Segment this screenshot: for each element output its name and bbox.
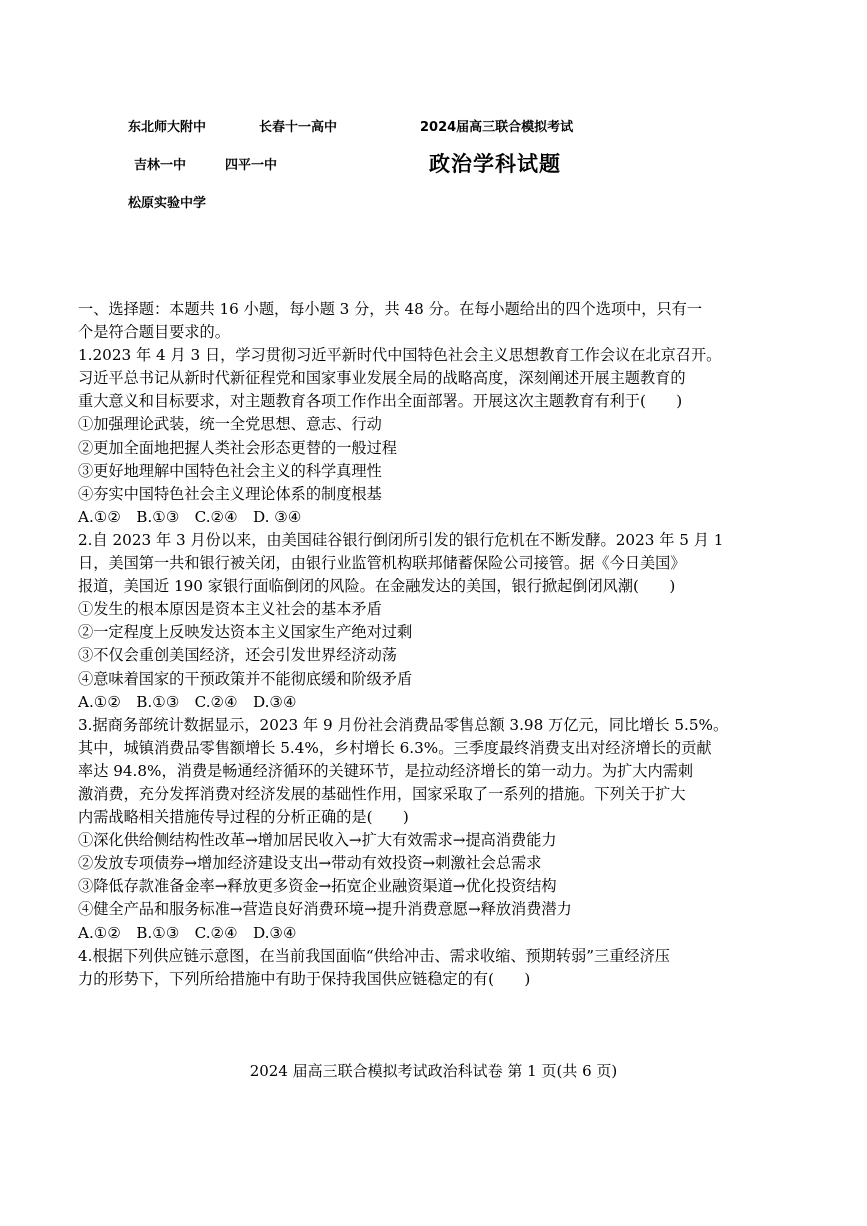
q1-statement-3: ③更好地理解中国特色社会主义的科学真理性 <box>78 461 382 480</box>
q1-stem-line-1: 1.2023 年 4 月 3 日，学习贯彻习近平新时代中国特色社会主义思想教育工作会议在北京召开。 <box>78 346 722 365</box>
section-heading-line-2: 个是符合题目要求的。 <box>78 323 230 342</box>
q2-statement-2: ②一定程度上反映发达资本主义国家生产绝对过剩 <box>78 623 413 642</box>
subject-title: 政治学科试题 <box>429 152 561 176</box>
question-body <box>78 298 796 991</box>
q4-stem-line-2: 力的形势下，下列所给措施中有助于保持我国供应链稳定的有( ) <box>78 969 531 988</box>
q1-statement-1: ①加强理论武装，统一全党思想、意志、行动 <box>78 415 382 434</box>
school-name-changchun: 长春十一高中 <box>259 120 338 135</box>
page-footer: 2024 届高三联合模拟考试政治科试卷 第 1 页(共 6 页) <box>249 1062 618 1080</box>
q3-stem-line-4: 激消费，充分发挥消费对经济发展的基础性作用，国家采取了一系列的措施。下列关于扩大 <box>78 784 686 803</box>
q2-stem-line-1: 2.自 2023 年 3 月份以来，由美国硅谷银行倒闭所引发的银行危机在不断发酵。2023 年 5 月 1 <box>78 530 724 549</box>
q3-statement-1: ①深化供给侧结构性改革→增加居民收入→扩大有效需求→提高消费能力 <box>78 831 557 850</box>
q1-options: A.①② B.①③ C.②④ D. ③④ <box>78 507 302 526</box>
school-name-jilin: 吉林一中 <box>134 158 187 173</box>
school-name-siping: 四平一中 <box>225 158 278 173</box>
q3-stem-line-2: 其中，城镇消费品零售额增长 5.4%，乡村增长 6.3%。三季度最终消费支出对经济增长的贡献 <box>78 738 712 757</box>
exam-name: 2024届高三联合模拟考试 <box>420 120 574 135</box>
school-name-dongbei: 东北师大附中 <box>128 120 207 135</box>
q2-statement-3: ③不仅会重创美国经济，还会引发世界经济动荡 <box>78 646 397 665</box>
q1-stem-line-3: 重大意义和目标要求，对主题教育各项工作作出全面部署。开展这次主题教育有利于( ) <box>78 392 683 411</box>
q2-statement-1: ①发生的根本原因是资本主义社会的基本矛盾 <box>78 600 382 619</box>
q2-statement-4: ④意味着国家的干预政策并不能彻底缓和阶级矛盾 <box>78 669 413 688</box>
q1-statement-4: ④夯实中国特色社会主义理论体系的制度根基 <box>78 484 382 503</box>
q3-statement-4: ④健全产品和服务标准→营造良好消费环境→提升消费意愿→释放消费潜力 <box>78 900 572 919</box>
q2-stem-line-3: 报道，美国近 190 家银行面临倒闭的风险。在金融发达的美国，银行掀起倒闭风潮( ) <box>78 577 676 596</box>
q1-statement-2: ②更加全面地把握人类社会形态更替的一般过程 <box>78 438 397 457</box>
q3-stem-line-3: 率达 94.8%，消费是畅通经济循环的关键环节，是拉动经济增长的第一动力。为扩大内需刺 <box>78 761 694 780</box>
q3-options: A.①② B.①③ C.②④ D.③④ <box>78 923 297 942</box>
q2-options: A.①② B.①③ C.②④ D.③④ <box>78 692 297 711</box>
q3-statement-3: ③降低存款准备金率→释放更多资金→拓宽企业融资渠道→优化投资结构 <box>78 877 557 896</box>
q3-stem-line-5: 内需战略相关措施传导过程的分析正确的是( ) <box>78 808 409 827</box>
q3-statement-2: ②发放专项债券→增加经济建设支出→带动有效投资→刺激社会总需求 <box>78 854 542 873</box>
q1-stem-line-2: 习近平总书记从新时代新征程党和国家事业发展全局的战略高度，深刻阐述开展主题教育的 <box>78 369 686 388</box>
q4-stem-line-1: 4.根据下列供应链示意图，在当前我国面临“供给冲击、需求收缩、预期转弱”三重经济压 <box>78 946 670 965</box>
q2-stem-line-2: 日，美国第一共和银行被关闭，由银行业监管机构联邦储蓄保险公司接管。据《今日美国》 <box>78 554 686 573</box>
section-heading-line-1: 一、选择题：本题共 16 小题，每小题 3 分，共 48 分。在每小题给出的四个选项中，只有一 <box>78 300 703 318</box>
school-name-songyuan: 松原实验中学 <box>128 196 207 211</box>
q3-stem-line-1: 3.据商务部统计数据显示，2023 年 9 月份社会消费品零售总额 3.98 万亿元，同比增长 5.5%。 <box>78 715 729 734</box>
